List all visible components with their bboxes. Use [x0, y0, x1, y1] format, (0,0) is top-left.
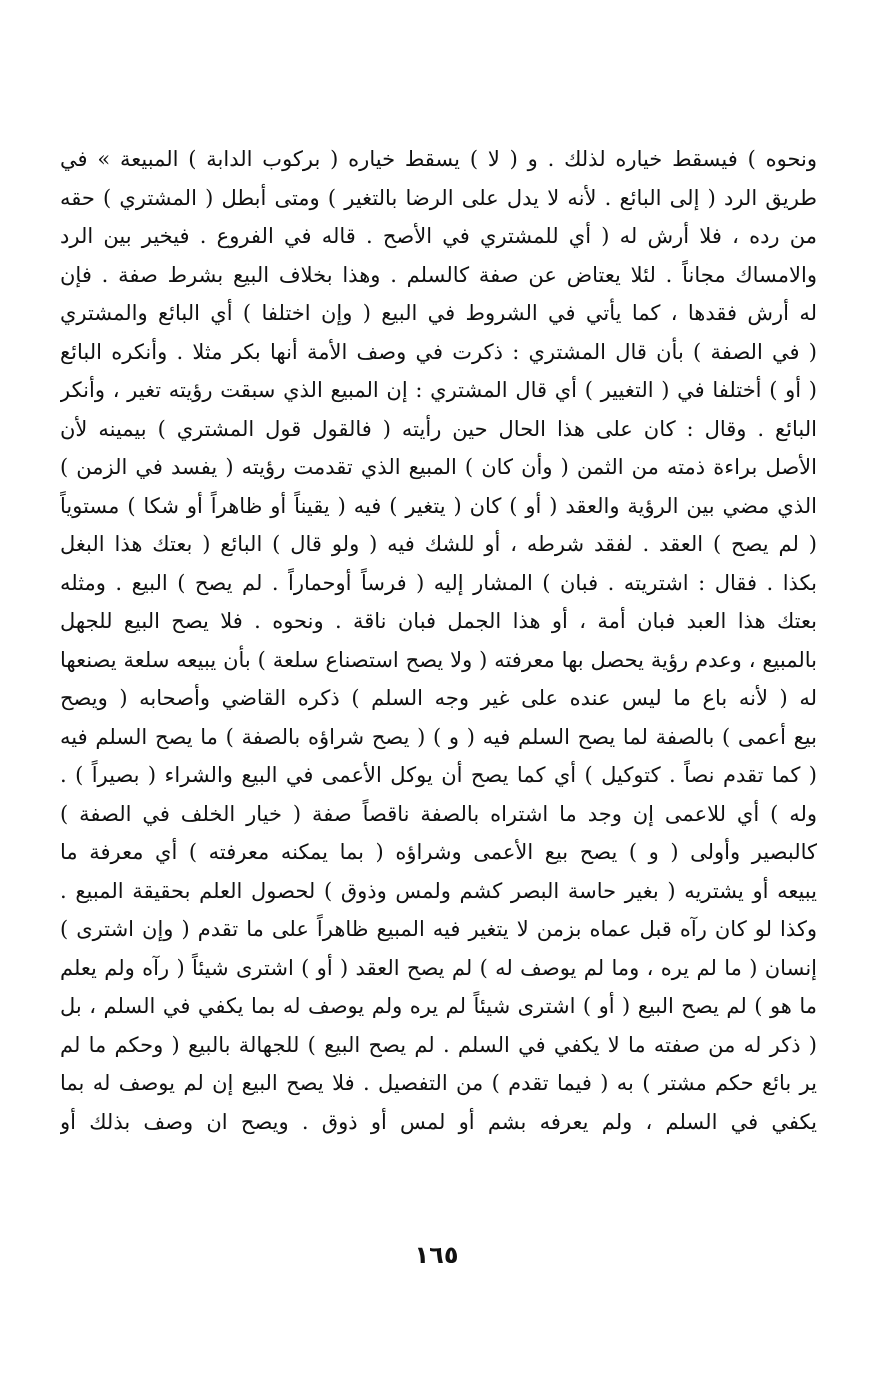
text-line: ( لم يصح ) العقد . لفقد شرطه ، أو للشك فيه ( ولو قال ) البائع ( بعتك هذا البغل — [60, 532, 817, 556]
text-line: ( أو ) أختلفا في ( التغيير ) أي قال المشتري : إن المبيع الذي سبقت رؤيته تغير ، وأنكر — [60, 378, 817, 402]
text-line: وكذا لو كان رآه قبل عماه بزمن لا يتغير فيه المبيع ظاهراً على ما تقدم ( وإن اشترى ) — [60, 917, 817, 941]
text-line: الأصل براءة ذمته من الثمن ( وأن كان ) المبيع الذي تقدمت رؤيته ( يفسد في الزمن ) — [60, 455, 817, 479]
text-line: ( كما تقدم نصاً . كتوكيل ) أي كما يصح أن يوكل الأعمى في البيع والشراء ( بصيراً ) . — [60, 763, 817, 787]
text-line: بالمبيع ، وعدم رؤية يحصل بها معرفته ( ولا يصح استصناع سلعة ) بأن يبيعه سلعة يصنعها — [60, 647, 817, 672]
text-line: والامساك مجاناً . لئلا يعتاض عن صفة كالسلم . وهذا بخلاف البيع بشرط صفة . فإن — [60, 262, 817, 287]
text-line: كالبصير وأولى ( و ) يصح بيع الأعمى وشراؤه ( بما يمكنه معرفته ) أي معرفة ما — [60, 840, 817, 864]
text-line: بعتك هذا العبد فبان أمة ، أو هذا الجمل فبان ناقة . ونحوه . فلا يصح البيع للجهل — [60, 609, 817, 633]
text-line: إنسان ( ما لم يره ، وما لم يوصف له ) لم يصح العقد ( أو ) اشترى شيئاً ( رآه ولم يعلم — [60, 955, 817, 980]
text-line: بكذا . فقال : اشتريته . فبان ) المشار إليه ( فرساً أوحماراً . لم يصح ) البيع . ومثله — [60, 570, 817, 595]
text-line: له ( لأنه باع ما ليس عنده على غير وجه السلم ) ذكره القاضي وأصحابه ( ويصح — [60, 686, 817, 710]
text-line: يبيعه أو يشتريه ( بغير حاسة البصر كشم ولمس وذوق ) لحصول العلم بحقيقة المبيع . — [60, 878, 817, 903]
text-line: ما هو ) لم يصح البيع ( أو ) اشترى شيئاً لم يره ولم يوصف له بما يكفي في السلم ، بل — [60, 994, 817, 1018]
text-line: الذي مضي بين الرؤية والعقد ( أو ) كان ( يتغير ) فيه ( يقيناً أو ظاهراً أو شكا ) مستوياً — [60, 493, 817, 518]
text-line: ونحوه ) فيسقط خياره لذلك . و ( لا ) يسقط خياره ( بركوب الدابة ) المبيعة » في — [60, 147, 817, 171]
body-text — [60, 140, 817, 1141]
page-number: ١٦٥ — [414, 1241, 459, 1269]
text-line: من رده ، فلا أرش له ( أي للمشتري في الأصح . قاله في الفروع . فيخير بين الرد — [60, 224, 817, 248]
text-line: طريق الرد ( إلى البائع . لأنه لا يدل على الرضا بالتغير ) ومتى أبطل ( المشتري ) حقه — [60, 185, 817, 210]
text-line: ( ذكر له من صفته ما لا يكفي في السلم . لم يصح البيع ) للجهالة بالبيع ( وحكم ما لم — [60, 1032, 817, 1057]
text-line: وله ) أي للاعمى إن وجد ما اشتراه بالصفة ناقصاً صفة ( خيار الخلف في الصفة ) — [60, 801, 817, 826]
text-line: يكفي في السلم ، ولم يعرفه بشم أو لمس أو ذوق . ويصح ان وصف بذلك أو — [60, 1109, 817, 1134]
text-line: له أرش فقدها ، كما يأتي في الشروط في البيع ( وإن اختلفا ) أي البائع والمشتري — [60, 301, 817, 325]
text-line: بيع أعمى ) بالصفة لما يصح السلم فيه ( و ) ( يصح شراؤه بالصفة ) ما يصح السلم فيه — [60, 724, 817, 749]
text-line: ( في الصفة ) بأن قال المشتري : ذكرت في وصف الأمة أنها بكر مثلا . وأنكره البائع — [60, 339, 817, 364]
text-line: ير بائع حكم مشتر ) به ( فيما تقدم ) من التفصيل . فلا يصح البيع إن لم يوصف له بما — [60, 1071, 817, 1095]
text-line: البائع . وقال : كان على هذا الحال حين رأيته ( فالقول قول المشتري ) بيمينه لأن — [60, 416, 817, 441]
